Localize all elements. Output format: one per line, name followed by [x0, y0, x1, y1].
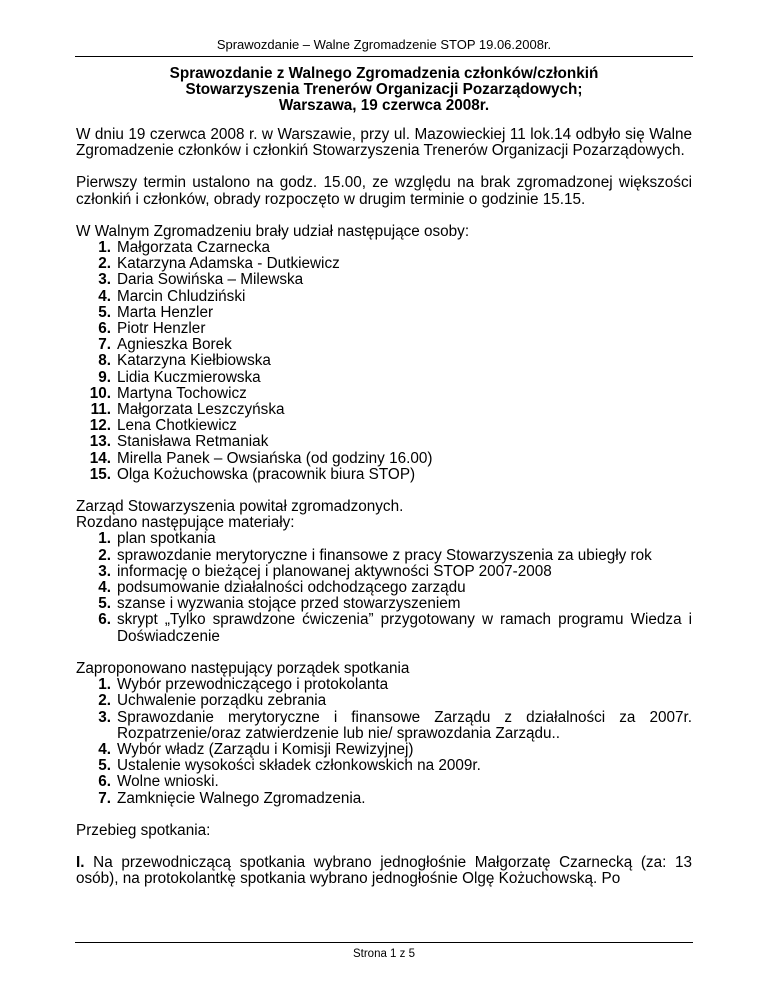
list-item-text: Wybór przewodniczącego i protokolanta — [117, 676, 389, 694]
list-item-text: Mirella Panek – Owsiańska (od godziny 16.00) — [117, 449, 433, 467]
list-item-text: Sprawozdanie merytoryczne i finansowe Zarządu z działalności za 2007r. Rozpatrzenie/oraz zatwierdzenie lub nie/ sprawozdania Zarządu.. — [117, 708, 692, 742]
list-item-number: 2. — [98, 692, 111, 710]
list-item-number: 2. — [98, 546, 111, 564]
attendees-list — [76, 240, 692, 483]
list-item — [76, 710, 692, 742]
list-item-number: 4. — [98, 740, 111, 758]
document-title — [76, 66, 692, 114]
running-header: Sprawozdanie – Walne Zgromadzenie STOP 19.06.2008r. — [216, 37, 552, 52]
list-item — [76, 240, 692, 256]
materials-list — [76, 531, 692, 644]
list-item — [76, 531, 692, 547]
list-item-number: 14. — [89, 449, 111, 467]
list-item-text: Wolne wnioski. — [117, 773, 219, 791]
header-divider — [75, 56, 693, 57]
document-body — [76, 66, 692, 903]
list-item-number: 5. — [98, 757, 111, 775]
list-item-text: Wybór władz (Zarządu i Komisji Rewizyjnej) — [117, 740, 414, 758]
list-item-number: 2. — [98, 255, 111, 273]
list-item-text: Katarzyna Adamska - Dutkiewicz — [117, 255, 340, 273]
list-item — [76, 289, 692, 305]
list-item-text: Martyna Tochowicz — [117, 384, 247, 402]
list-item-number: 1. — [98, 676, 111, 694]
list-item-number: 3. — [98, 271, 111, 289]
list-item — [76, 402, 692, 418]
list-item — [76, 256, 692, 272]
list-item-text: informację o bieżącej i planowanej aktywności STOP 2007-2008 — [117, 562, 552, 580]
list-item-number: 1. — [98, 530, 111, 548]
list-item — [76, 337, 692, 353]
list-item-text: skrypt „Tylko sprawdzone ćwiczenia” przygotowany w ramach programu Wiedza i Doświadczenie — [117, 611, 692, 645]
list-item-text: Katarzyna Kiełbiowska — [117, 352, 271, 370]
list-item-text: Marta Henzler — [117, 303, 214, 321]
agenda-list — [76, 677, 692, 807]
title-line-1: Sprawozdanie z Walnego Zgromadzenia członków/członkiń — [169, 65, 599, 82]
list-item-number: 4. — [98, 579, 111, 597]
list-item-text: szanse i wyzwania stojące przed stowarzyszeniem — [117, 595, 461, 613]
list-item — [76, 791, 692, 807]
list-item-number: 7. — [98, 336, 111, 354]
list-item-text: Lidia Kuczmierowska — [117, 368, 261, 386]
list-item — [76, 353, 692, 369]
list-item — [76, 548, 692, 564]
intro-paragraph: W dniu 19 czerwca 2008 r. w Warszawie, przy ul. Mazowieckiej 11 lok.14 odbyło się Walne Zgromadzenie członków i członkiń Stowarzyszenia Trenerów Organizacji Pozarządowych. — [76, 126, 692, 160]
list-item — [76, 434, 692, 450]
list-item — [76, 677, 692, 693]
list-item-text: Olga Kożuchowska (pracownik biura STOP) — [117, 465, 416, 483]
list-item-number: 8. — [98, 352, 111, 370]
list-item-number: 6. — [98, 320, 111, 338]
first-term-paragraph: Pierwszy termin ustalono na godz. 15.00, ze względu na brak zgromadzonej większości członkiń i członków, obrady rozpoczęto w drugim terminie o godzinie 15.15. — [76, 174, 692, 208]
list-item — [76, 774, 692, 790]
list-item-text: Zamknięcie Walnego Zgromadzenia. — [117, 789, 366, 807]
list-item-number: 10. — [89, 384, 111, 402]
proceedings-heading: Przebieg spotkania: — [76, 821, 211, 839]
list-item-number: 3. — [98, 562, 111, 580]
list-item-text: Lena Chotkiewicz — [117, 417, 237, 435]
list-item-text: podsumowanie działalności odchodzącego zarządu — [117, 579, 466, 597]
list-item — [76, 467, 692, 483]
list-item — [76, 386, 692, 402]
materials-intro: Rozdano następujące materiały: — [76, 514, 295, 532]
page-number: Strona 1 z 5 — [352, 948, 415, 960]
list-item-number: 6. — [98, 611, 111, 629]
title-line-2: Stowarzyszenia Trenerów Organizacji Pozarządowych; — [185, 81, 583, 98]
list-item — [76, 596, 692, 612]
list-item-text: Piotr Henzler — [117, 320, 206, 338]
list-item-number: 3. — [98, 708, 111, 726]
list-item — [76, 370, 692, 386]
attendees-intro: W Walnym Zgromadzeniu brały udział następujące osoby: — [76, 222, 470, 240]
list-item — [76, 564, 692, 580]
list-item-number: 11. — [90, 401, 111, 419]
list-item — [76, 693, 692, 709]
list-item — [76, 418, 692, 434]
list-item-text: plan spotkania — [117, 530, 216, 548]
list-item-number: 1. — [98, 239, 111, 257]
list-item-number: 12. — [89, 417, 111, 435]
list-item — [76, 305, 692, 321]
list-item-number: 4. — [98, 287, 111, 305]
footer-divider — [75, 942, 693, 943]
list-item-text: Stanisława Retmaniak — [117, 433, 269, 451]
list-item-text: Uchwalenie porządku zebrania — [117, 692, 327, 710]
list-item — [76, 451, 692, 467]
section-number: I. — [76, 853, 85, 871]
greeting-text: Zarząd Stowarzyszenia powitał zgromadzonych. — [76, 498, 404, 516]
list-item-text: Daria Sowińska – Milewska — [117, 271, 304, 289]
list-item-number: 7. — [98, 789, 111, 807]
list-item — [76, 272, 692, 288]
list-item-text: Agnieszka Borek — [117, 336, 232, 354]
list-item — [76, 321, 692, 337]
list-item-text: Marcin Chludziński — [117, 287, 246, 305]
list-item-number: 5. — [98, 595, 111, 613]
section-text: Na przewodniczącą spotkania wybrano jednogłośnie Małgorzatę Czarnecką (za: 13 osób), na protokolantkę spotkania wybrano jednogłośnie Olgę Kożuchowską. Po — [76, 853, 692, 888]
list-item-number: 9. — [98, 368, 111, 386]
list-item-number: 13. — [89, 433, 111, 451]
list-item-number: 15. — [89, 465, 111, 483]
list-item-text: sprawozdanie merytoryczne i finansowe z pracy Stowarzyszenia za ubiegły rok — [117, 546, 652, 564]
list-item-number: 6. — [98, 773, 111, 791]
list-item — [76, 612, 692, 644]
list-item — [76, 580, 692, 596]
proceedings-section-1 — [76, 855, 692, 887]
agenda-intro: Zaproponowano następujący porządek spotkania — [76, 659, 410, 677]
list-item-number: 5. — [98, 303, 111, 321]
title-line-3: Warszawa, 19 czerwca 2008r. — [278, 97, 490, 114]
list-item — [76, 758, 692, 774]
list-item-text: Małgorzata Czarnecka — [117, 239, 271, 257]
list-item — [76, 742, 692, 758]
list-item-text: Małgorzata Leszczyńska — [117, 401, 285, 419]
list-item-text: Ustalenie wysokości składek członkowskich na 2009r. — [117, 757, 481, 775]
